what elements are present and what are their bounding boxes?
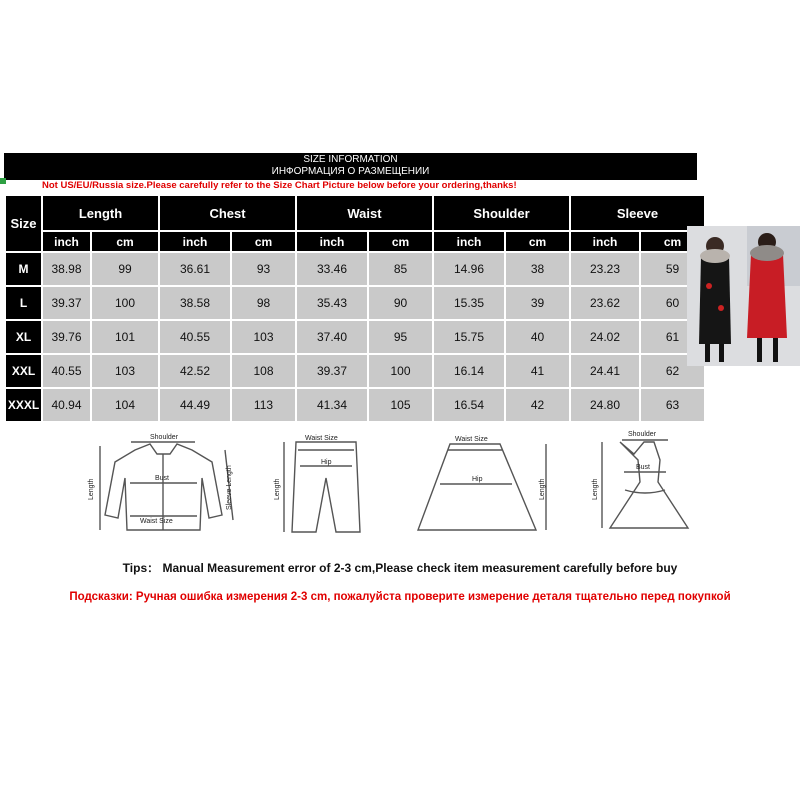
jacket-shoulder-label: Shoulder bbox=[150, 434, 179, 441]
table-cell: 39 bbox=[506, 287, 569, 319]
table-cell: 103 bbox=[92, 355, 158, 387]
group-header-row bbox=[6, 196, 704, 230]
table-row bbox=[6, 355, 704, 387]
table-cell: 33.46 bbox=[297, 253, 367, 285]
dress-diagram bbox=[602, 440, 688, 528]
table-cell: 38 bbox=[506, 253, 569, 285]
table-cell: 16.14 bbox=[434, 355, 504, 387]
table-row bbox=[6, 389, 704, 421]
tips-english: Tips： Manual Measurement error of 2-3 cm,Please check item measurement carefully before buy bbox=[122, 561, 678, 575]
table-cell: 15.35 bbox=[434, 287, 504, 319]
table-cell: 63 bbox=[641, 389, 704, 421]
table-row bbox=[6, 321, 704, 353]
table-cell: 16.54 bbox=[434, 389, 504, 421]
unit-header: inch bbox=[434, 232, 504, 251]
table-cell: 24.41 bbox=[571, 355, 639, 387]
skirt-hip-label: Hip bbox=[472, 476, 483, 483]
table-cell: 90 bbox=[369, 287, 432, 319]
header-title-en: SIZE INFORMATION bbox=[303, 154, 398, 165]
group-header-length: Length bbox=[43, 196, 158, 230]
table-cell: 39.76 bbox=[43, 321, 90, 353]
group-header-shoulder: Shoulder bbox=[434, 196, 569, 230]
table-cell: 95 bbox=[369, 321, 432, 353]
table-cell: 39.37 bbox=[43, 287, 90, 319]
row-size-label: XXL bbox=[6, 355, 41, 387]
table-cell: 44.49 bbox=[160, 389, 230, 421]
table-cell: 15.75 bbox=[434, 321, 504, 353]
unit-header: cm bbox=[641, 232, 704, 251]
table-cell: 41.34 bbox=[297, 389, 367, 421]
pants-diagram bbox=[284, 442, 360, 532]
jacket-diagram bbox=[100, 442, 233, 530]
skirt-diagram bbox=[418, 444, 546, 530]
table-cell: 60 bbox=[641, 287, 704, 319]
table-cell: 62 bbox=[641, 355, 704, 387]
table-cell: 99 bbox=[92, 253, 158, 285]
group-header-chest: Chest bbox=[160, 196, 295, 230]
table-cell: 105 bbox=[369, 389, 432, 421]
unit-header: cm bbox=[92, 232, 158, 251]
table-cell: 85 bbox=[369, 253, 432, 285]
table-cell: 113 bbox=[232, 389, 295, 421]
table-cell: 42.52 bbox=[160, 355, 230, 387]
size-info-header bbox=[4, 153, 697, 180]
measurement-diagrams bbox=[0, 420, 800, 540]
model-photo bbox=[687, 226, 800, 366]
table-cell: 36.61 bbox=[160, 253, 230, 285]
table-cell: 59 bbox=[641, 253, 704, 285]
dress-shoulder-label: Shoulder bbox=[628, 431, 657, 438]
skirt-length-label: Length bbox=[539, 478, 546, 500]
table-cell: 23.23 bbox=[571, 253, 639, 285]
pants-waist-label: Waist Size bbox=[305, 435, 338, 442]
table-cell: 98 bbox=[232, 287, 295, 319]
row-size-label: M bbox=[6, 253, 41, 285]
table-cell: 40.55 bbox=[43, 355, 90, 387]
unit-header: inch bbox=[297, 232, 367, 251]
table-cell: 103 bbox=[232, 321, 295, 353]
table-cell: 23.62 bbox=[571, 287, 639, 319]
table-cell: 38.98 bbox=[43, 253, 90, 285]
table-cell: 108 bbox=[232, 355, 295, 387]
size-table bbox=[4, 194, 706, 423]
table-cell: 40.94 bbox=[43, 389, 90, 421]
table-cell: 61 bbox=[641, 321, 704, 353]
jacket-sleeve-label: Sleeve Length bbox=[226, 465, 233, 510]
unit-header: cm bbox=[506, 232, 569, 251]
row-size-label: L bbox=[6, 287, 41, 319]
table-cell: 100 bbox=[369, 355, 432, 387]
jacket-waist-label: Waist Size bbox=[140, 518, 173, 525]
table-cell: 39.37 bbox=[297, 355, 367, 387]
dress-length-label: Length bbox=[592, 478, 599, 500]
group-header-sleeve: Sleeve bbox=[571, 196, 704, 230]
table-cell: 101 bbox=[92, 321, 158, 353]
pants-hip-label: Hip bbox=[321, 459, 332, 466]
unit-header: cm bbox=[232, 232, 295, 251]
dress-bust-label: Bust bbox=[636, 464, 651, 471]
table-cell: 40.55 bbox=[160, 321, 230, 353]
unit-header: inch bbox=[571, 232, 639, 251]
table-cell: 24.02 bbox=[571, 321, 639, 353]
table-row bbox=[6, 253, 704, 285]
header-title-ru: ИНФОРМАЦИЯ О РАЗМЕЩЕНИИ bbox=[271, 166, 430, 177]
table-cell: 38.58 bbox=[160, 287, 230, 319]
table-row bbox=[6, 287, 704, 319]
table-cell: 104 bbox=[92, 389, 158, 421]
size-notice: Not US/EU/Russia size.Please carefully refer to the Size Chart Picture below before your ordering,thanks! bbox=[42, 180, 517, 191]
tips-russian: Подсказки: Ручная ошибка измерения 2-3 cm, пожалуйста проверите измерение деталя тщательно перед покупкой bbox=[69, 591, 731, 603]
group-header-waist: Waist bbox=[297, 196, 432, 230]
skirt-waist-label: Waist Size bbox=[455, 436, 488, 443]
pants-length-label: Length bbox=[274, 478, 281, 500]
table-cell: 93 bbox=[232, 253, 295, 285]
row-size-label: XL bbox=[6, 321, 41, 353]
size-column-header: Size bbox=[6, 196, 41, 251]
table-cell: 40 bbox=[506, 321, 569, 353]
unit-header: inch bbox=[43, 232, 90, 251]
row-size-label: XXXL bbox=[6, 389, 41, 421]
table-cell: 41 bbox=[506, 355, 569, 387]
jacket-length-label: Length bbox=[88, 478, 95, 500]
table-cell: 42 bbox=[506, 389, 569, 421]
table-cell: 24.80 bbox=[571, 389, 639, 421]
unit-header: cm bbox=[369, 232, 432, 251]
table-cell: 37.40 bbox=[297, 321, 367, 353]
unit-header: inch bbox=[160, 232, 230, 251]
table-cell: 100 bbox=[92, 287, 158, 319]
table-cell: 14.96 bbox=[434, 253, 504, 285]
jacket-bust-label: Bust bbox=[155, 475, 170, 482]
unit-header-row bbox=[6, 232, 704, 251]
table-cell: 35.43 bbox=[297, 287, 367, 319]
